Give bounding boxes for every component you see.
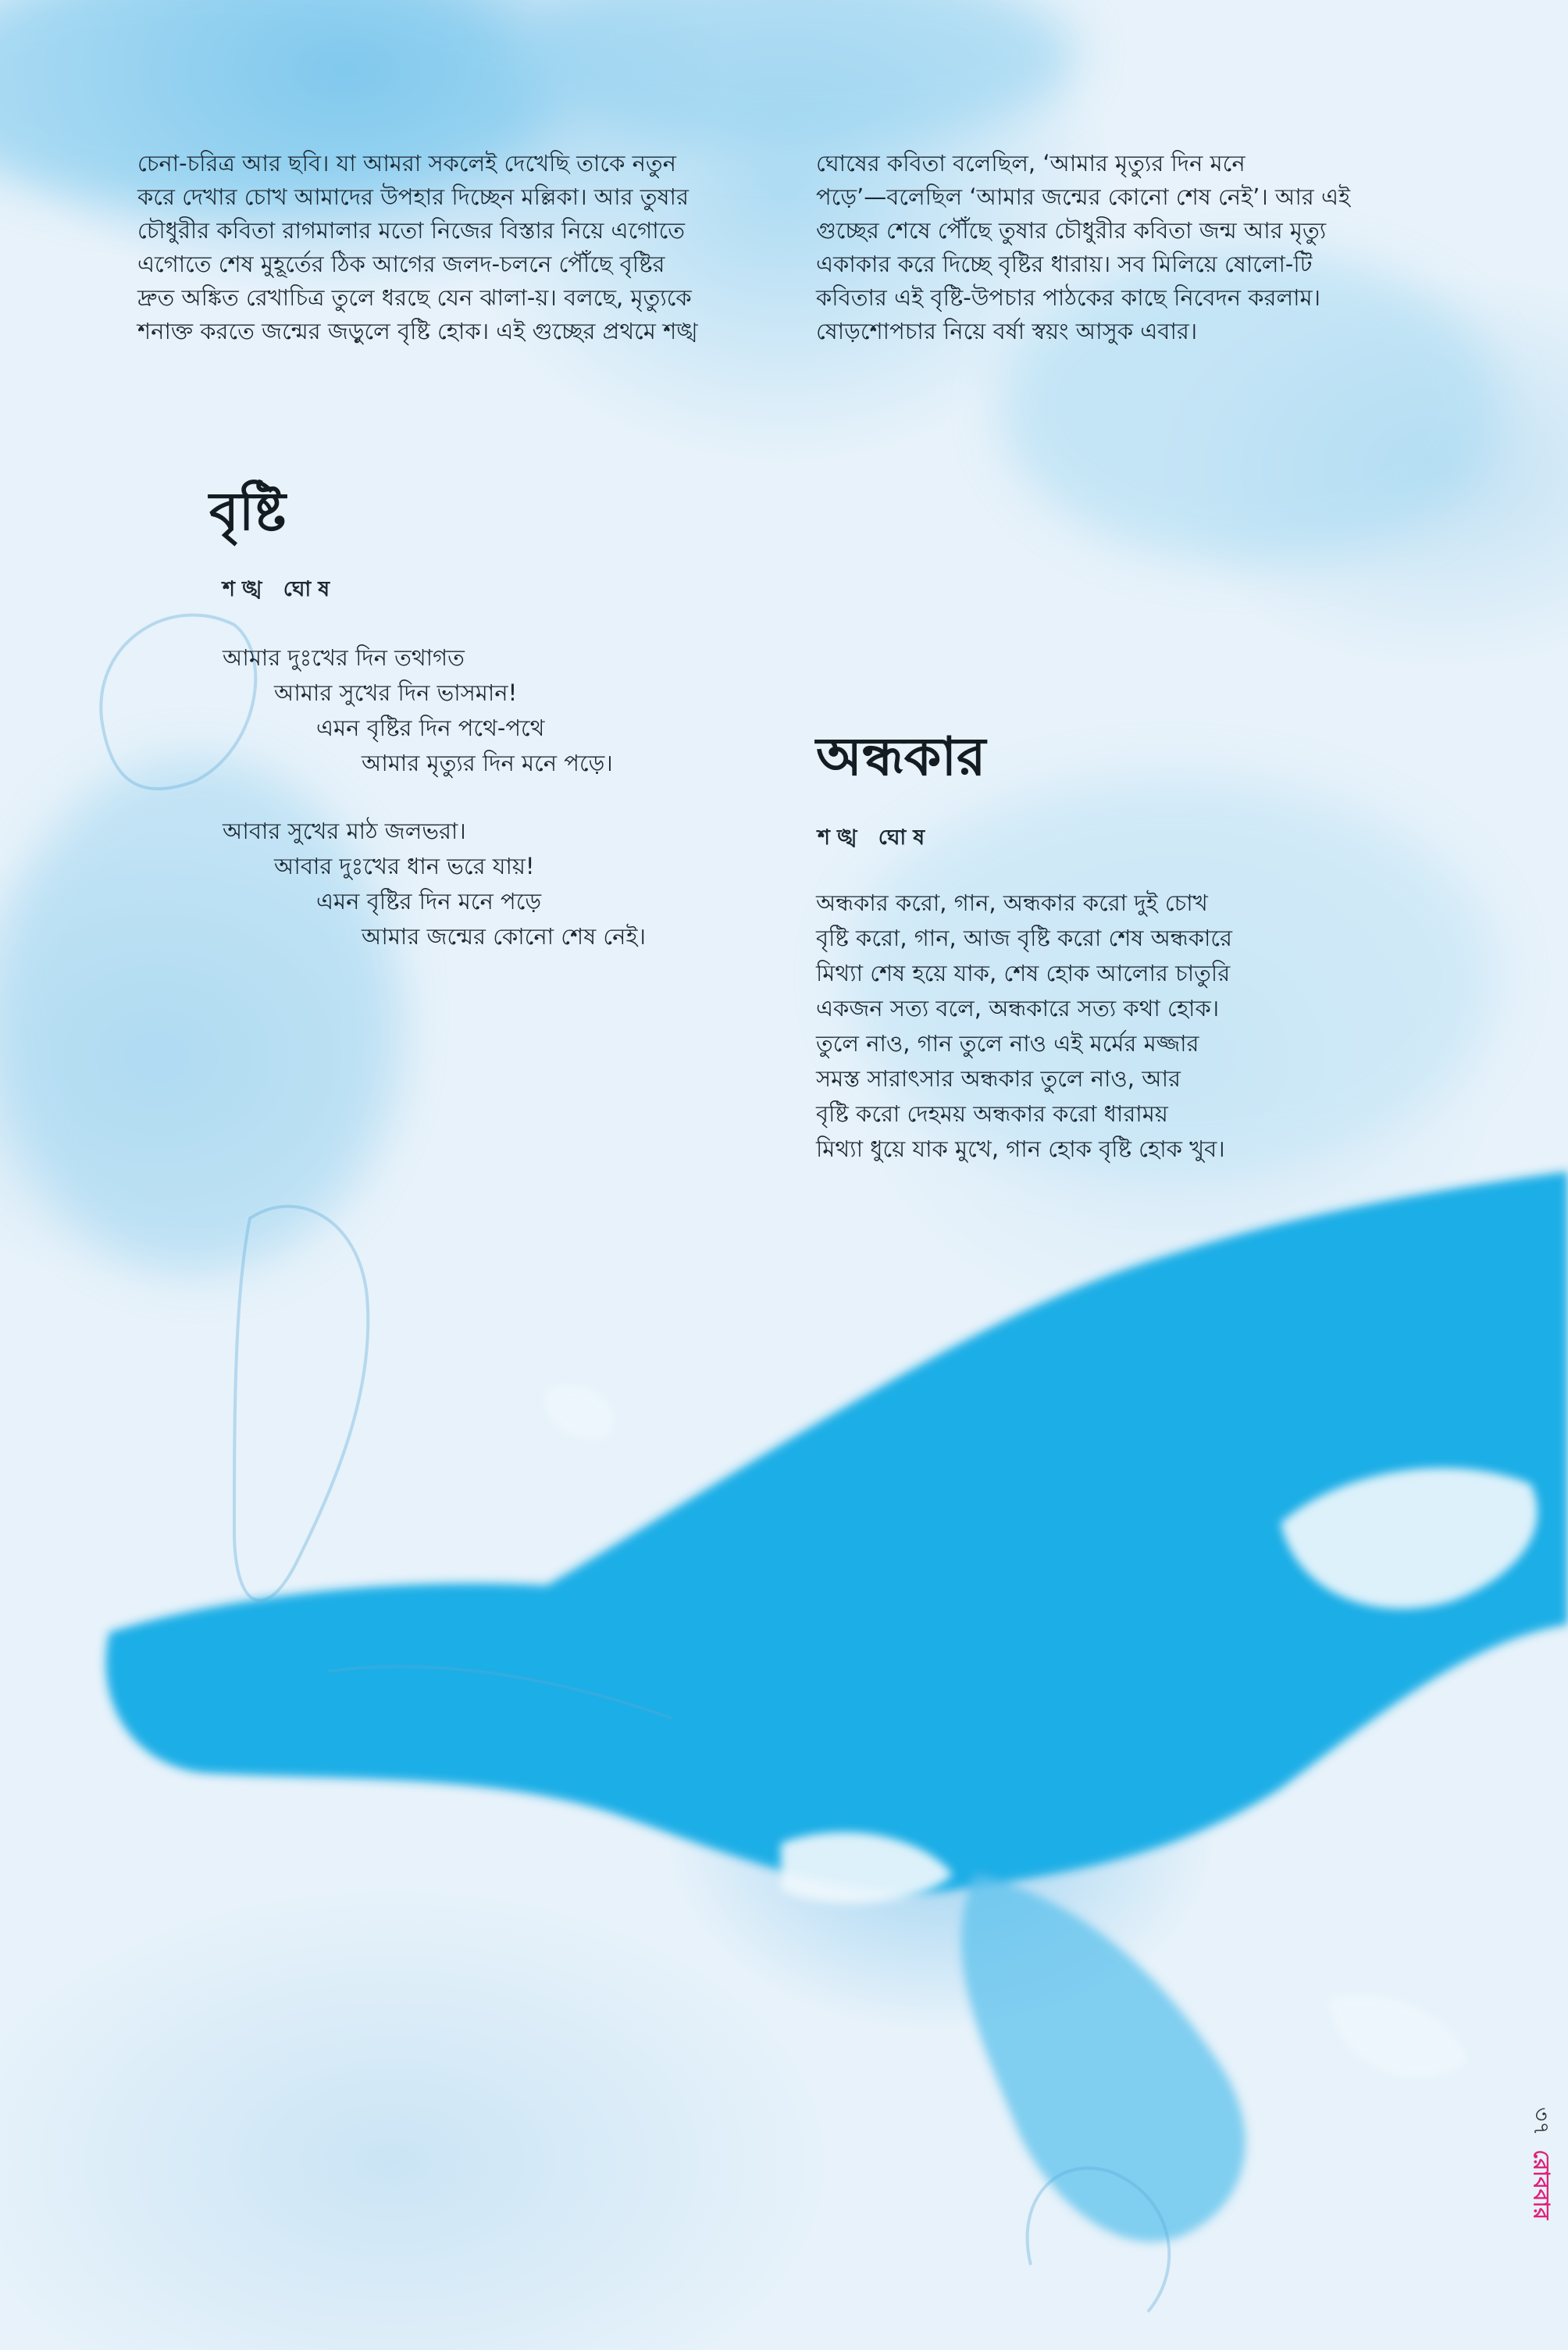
poem2-line: সমস্ত সারাৎসার অন্ধকার তুলে নাও, আর	[816, 1065, 1181, 1092]
intro-right-line: গুচ্ছের শেষে পৌঁছে তুষার চৌধুরীর কবিতা জন্ম আর মৃত্যু	[816, 217, 1327, 244]
poem2-line: বৃষ্টি করো, গান, আজ বৃষ্টি করো শেষ অন্ধকারে	[816, 925, 1233, 951]
poem1-line: এমন বৃষ্টির দিন পথে-পথে	[316, 715, 545, 741]
poem1-title: বৃষ্টি	[209, 480, 287, 543]
poem1-line: আমার দুঃখের দিন তথাগত	[223, 644, 465, 671]
poem1-line: আবার দুঃখের ধান ভরে যায়!	[274, 853, 535, 879]
page-number: ৩৭	[1528, 2107, 1555, 2136]
poem2-title: অন্ধকার	[816, 726, 986, 788]
poem1-line: আমার সুখের দিন ভাসমান!	[274, 679, 518, 706]
poem2-line: মিথ্যা শেষ হয়ে যাক, শেষ হোক আলোর চাতুরি	[816, 960, 1231, 986]
intro-left-line: চৌধুরীর কবিতা রাগমালার মতো নিজের বিস্তার নিয়ে এগোতে	[137, 217, 686, 244]
intro-left-line: শনাক্ত করতে জন্মের জড়ুলে বৃষ্টি হোক। এই গুচ্ছের প্রথমে শঙ্খ	[137, 318, 698, 344]
poem1-author: শঙ্খ ঘোষ	[223, 577, 337, 601]
poem1-stanza2	[223, 814, 769, 954]
intro-right-line: পড়ে’—বলেছিল ‘আমার জন্মের কোনো শেষ নেই’। আর এই	[816, 184, 1351, 210]
page-folio	[1516, 2046, 1563, 2280]
poem2-line: অন্ধকার করো, গান, অন্ধকার করো দুই চোখ	[816, 890, 1208, 916]
poem2-line: একজন সত্য বলে, অন্ধকারে সত্য কথা হোক।	[816, 995, 1220, 1022]
intro-left-line: করে দেখার চোখ আমাদের উপহার দিচ্ছেন মল্লিকা। আর তুষার	[137, 184, 689, 210]
poem1-line: আমার জন্মের কোনো শেষ নেই।	[362, 923, 646, 950]
intro-left-column	[137, 147, 762, 348]
intro-right-line: ঘোষের কবিতা বলেছিল, ‘আমার মৃত্যুর দিন মনে	[816, 150, 1245, 177]
intro-right-line: কবিতার এই বৃষ্টি-উপচার পাঠকের কাছে নিবেদন করলাম।	[816, 284, 1320, 311]
poem2-line: বৃষ্টি করো দেহময় অন্ধকার করো ধারাময়	[816, 1100, 1168, 1127]
poem2-body	[816, 886, 1480, 1167]
intro-left-line: চেনা-চরিত্র আর ছবি। যা আমরা সকলেই দেখেছি তাকে নতুন	[137, 150, 676, 177]
poem2-line: মিথ্যা ধুয়ে যাক মুখে, গান হোক বৃষ্টি হোক খুব।	[816, 1136, 1225, 1162]
poem1-line: আবার সুখের মাঠ জলভরা।	[223, 818, 466, 844]
intro-left-line: এগোতে শেষ মুহূর্তের ঠিক আগের জলদ-চলনে পৌঁছে বৃষ্টির	[137, 251, 665, 277]
poem1-line: এমন বৃষ্টির দিন মনে পড়ে	[316, 888, 542, 915]
intro-right-line: একাকার করে দিচ্ছে বৃষ্টির ধারায়। সব মিলিয়ে ষোলো-টি	[816, 251, 1313, 277]
intro-left-line: দ্রুত অঙ্কিত রেখাচিত্র তুলে ধরছে যেন ঝালা-য়। বলছে, মৃত্যুকে	[137, 284, 692, 311]
poem2-author: শঙ্খ ঘোষ	[818, 826, 932, 850]
folio-text	[1522, 2107, 1559, 2220]
poem2-line: তুলে নাও, গান তুলে নাও এই মর্মের মজ্জার	[816, 1030, 1199, 1057]
poem1-stanza1	[223, 640, 769, 781]
poem1-line: আমার মৃত্যুর দিন মনে পড়ে।	[362, 750, 613, 776]
magazine-name: রোববার	[1528, 2149, 1555, 2220]
intro-right-column	[816, 147, 1441, 348]
intro-right-line: ষোড়শোপচার নিয়ে বর্ষা স্বয়ং আসুক এবার।	[816, 318, 1198, 344]
